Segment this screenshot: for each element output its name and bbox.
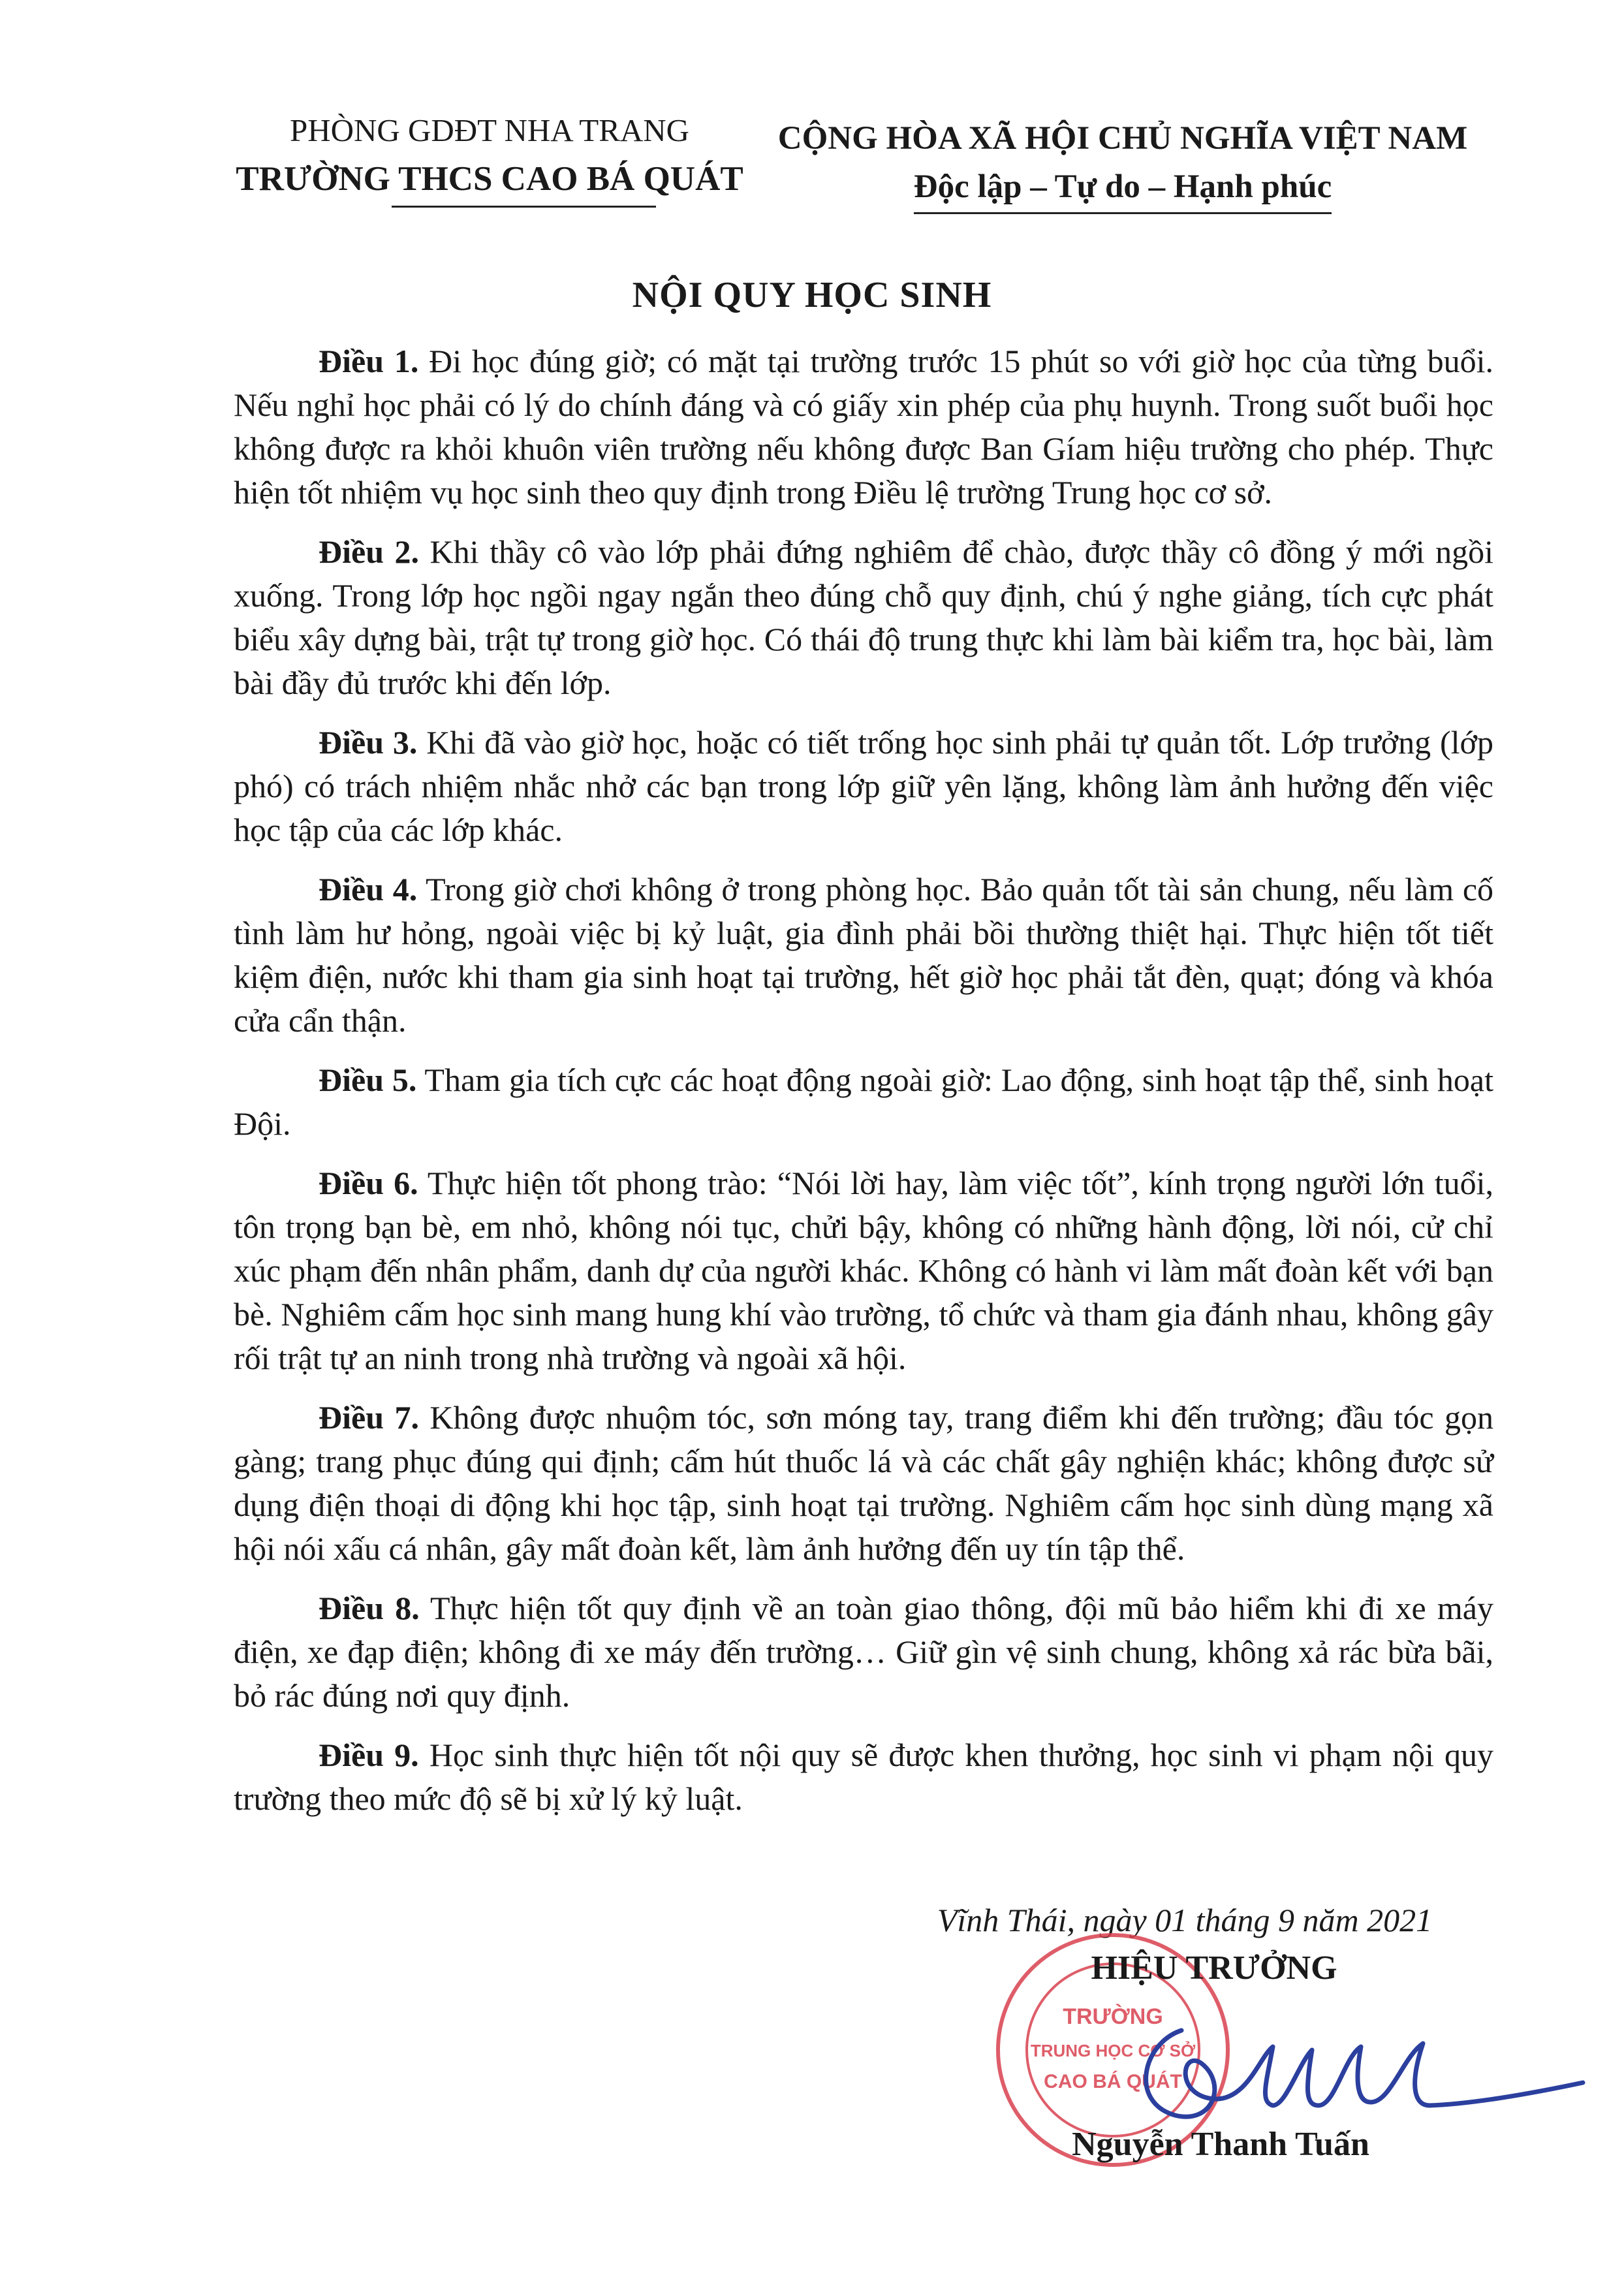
article-text: Học sinh thực hiện tốt nội quy sẽ được khen thưởng, học sinh vi phạm nội quy trường theo mức độ sẽ bị xử lý kỷ luật. — [234, 1737, 1493, 1817]
signer-name: Nguyễn Thanh Tuấn — [1072, 2126, 1369, 2163]
school-name: TRƯỜNG THCS CAO BÁ QUÁT — [236, 160, 743, 198]
svg-text:TRUNG HỌC CƠ SỞ: TRUNG HỌC CƠ SỞ — [1030, 2041, 1196, 2060]
article-8 — [234, 1586, 1493, 1718]
article-9 — [234, 1733, 1493, 1821]
header-right — [757, 114, 1488, 214]
article-2 — [234, 530, 1493, 705]
article-label: Điều 2. — [319, 533, 420, 570]
article-label: Điều 7. — [319, 1399, 419, 1436]
article-text: Trong giờ chơi không ở trong phòng học. Bảo quản tốt tài sản chung, nếu làm cố tình làm hư hỏng, ngoài việc bị kỷ luật, gia đình phải bồi thường thiệt hại. Thực hiện tốt tiết kiệm điện, nước khi tham gia sinh hoạt tại trường, hết giờ học phải tắt đèn, quạt; đóng và khóa cửa cẩn thận. — [234, 871, 1494, 1039]
article-text: Thực hiện tốt quy định về an toàn giao thông, đội mũ bảo hiểm khi đi xe máy điện, xe đạp điện; không đi xe máy đến trường… Giữ gìn vệ sinh chung, không xả rác bừa bãi, bỏ rác đúng nơi quy định. — [234, 1590, 1493, 1714]
header-left — [196, 108, 783, 204]
signer-position: HIỆU TRƯỞNG — [1091, 1949, 1337, 1987]
article-label: Điều 4. — [319, 871, 418, 907]
svg-text:CAO BÁ QUÁT: CAO BÁ QUÁT — [1044, 2071, 1182, 2092]
article-7 — [234, 1396, 1493, 1571]
rules-content — [234, 339, 1493, 1836]
national-motto: Độc lập – Tự do – Hạnh phúc — [914, 163, 1332, 214]
article-5 — [234, 1058, 1493, 1146]
article-4 — [234, 868, 1493, 1043]
school-underline — [392, 206, 656, 208]
article-label: Điều 5. — [319, 1062, 417, 1098]
svg-text:TRƯỜNG: TRƯỜNG — [1063, 2004, 1163, 2029]
article-text: Khi thầy cô vào lớp phải đứng nghiêm để chào, được thầy cô đồng ý mới ngồi xuống. Trong lớp học ngồi ngay ngắn theo đúng chỗ quy định, chú ý nghe giảng, tích cực phát biểu xây dựng bài, trật tự trong giờ học. Có thái độ trung thực khi làm bài kiểm tra, học bài, làm bài đầy đủ trước khi đến lớp. — [234, 533, 1494, 701]
article-text: Thực hiện tốt phong trào: “Nói lời hay, làm việc tốt”, kính trọng người lớn tuổi, tôn trọng bạn bè, em nhỏ, không nói tục, chửi bậy, không có những hành động, lời nói, cử chỉ xúc phạm đến nhân phẩm, danh dự của người khác. Không có hành vi làm mất đoàn kết với bạn bè. Nghiêm cấm học sinh mang hung khí vào trường, tổ chức và tham gia đánh nhau, không gây rối trật tự an ninh trong nhà trường và ngoài xã hội. — [234, 1165, 1494, 1376]
article-label: Điều 3. — [319, 724, 418, 761]
department-name: PHÒNG GDĐT NHA TRANG — [289, 112, 690, 148]
signature-date-line: Vĩnh Thái, ngày 01 tháng 9 năm 2021 — [937, 1902, 1433, 1938]
article-text: Tham gia tích cực các hoạt động ngoài giờ: Lao động, sinh hoạt tập thể, sinh hoạt Đội. — [234, 1062, 1493, 1142]
article-text: Đi học đúng giờ; có mặt tại trường trước 15 phút so với giờ học của từng buổi. Nếu nghỉ học phải có lý do chính đáng và có giấy xin phép của phụ huynh. Trong suốt buổi học không được ra khỏi khuôn viên trường nếu không được Ban Gíam hiệu trường cho phép. Thực hiện tốt nhiệm vụ học sinh theo quy định trong Điều lệ trường Trung học cơ sở. — [234, 343, 1494, 511]
article-1 — [234, 339, 1493, 514]
article-label: Điều 1. — [319, 343, 419, 379]
article-label: Điều 9. — [319, 1737, 419, 1773]
article-text: Khi đã vào giờ học, hoặc có tiết trống học sinh phải tự quản tốt. Lớp trưởng (lớp phó) có trách nhiệm nhắc nhở các bạn trong lớp giữ yên lặng, không làm ảnh hưởng đến việc học tập của các lớp khác. — [234, 724, 1494, 848]
article-label: Điều 8. — [319, 1590, 420, 1626]
article-3 — [234, 721, 1493, 852]
article-6 — [234, 1161, 1493, 1380]
article-text: Không được nhuộm tóc, sơn móng tay, trang điểm khi đến trường; đầu tóc gọn gàng; trang phục đúng qui định; cấm hút thuốc lá và các chất gây nghiện khác; không được sử dụng điện thoại di động khi học tập, sinh hoạt tại trường. Nghiêm cấm học sinh dùng mạng xã hội nói xấu cá nhân, gây mất đoàn kết, làm ảnh hưởng đến uy tín tập thể. — [234, 1399, 1493, 1567]
article-label: Điều 6. — [319, 1165, 418, 1201]
document-title: NỘI QUY HỌC SINH — [632, 275, 992, 315]
nation-name: CỘNG HÒA XÃ HỘI CHỦ NGHĨA VIỆT NAM — [777, 120, 1468, 157]
